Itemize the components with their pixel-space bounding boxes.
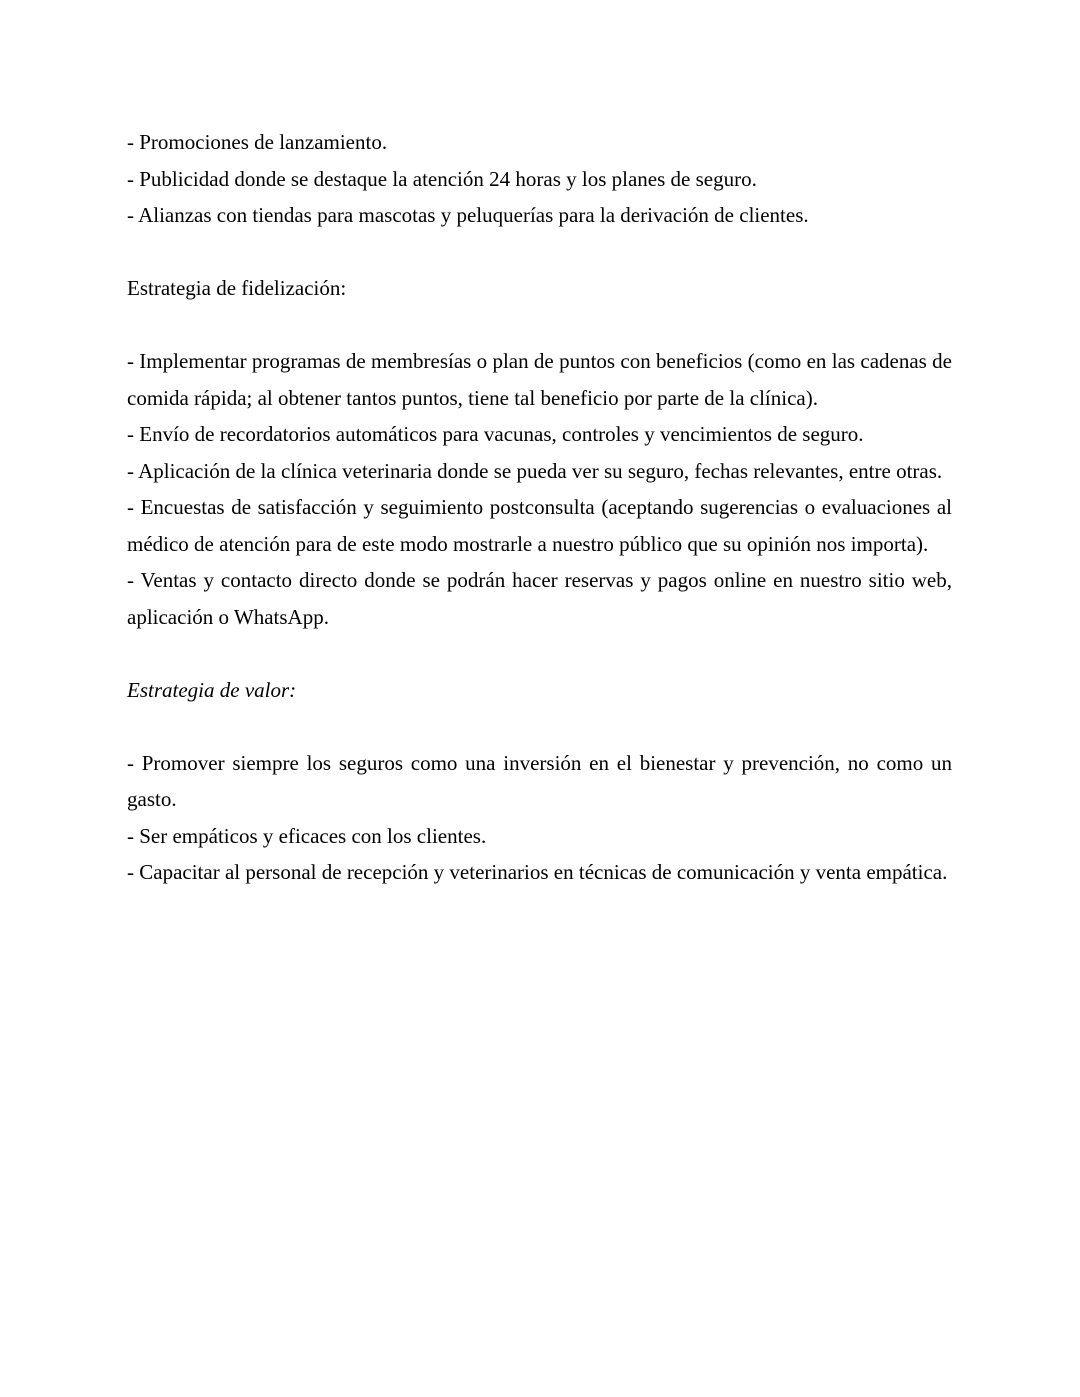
section-heading-loyalty: Estrategia de fidelización:	[127, 276, 347, 300]
list-item: - Publicidad donde se destaque la atención 24 horas y los planes de seguro.	[127, 166, 757, 191]
list-item: - Ser empáticos y eficaces con los clientes.	[127, 823, 487, 848]
list-item: - Promover siempre los seguros como una inversión en el bienestar y prevención, no como un gasto.	[127, 750, 952, 811]
list-item: - Alianzas con tiendas para mascotas y peluquerías para la derivación de clientes.	[127, 203, 809, 227]
list-item: - Capacitar al personal de recepción y veterinarios en técnicas de comunicación y venta empática.	[127, 860, 948, 884]
list-item: - Promociones de lanzamiento.	[127, 130, 388, 154]
section-heading-value	[127, 672, 952, 709]
document-page	[127, 124, 952, 891]
list-item: - Envío de recordatorios automáticos para vacunas, controles y vencimientos de seguro.	[127, 422, 864, 446]
list-item: - Ventas y contacto directo donde se podrán hacer reservas y pagos online en nuestro sitio web, aplicación o WhatsApp.	[127, 568, 952, 629]
list-item: - Implementar programas de membresías o plan de puntos con beneficios (como en las cadenas de comida rápida; al obtener tantos puntos, tiene tal beneficio por parte de la clínica).	[127, 349, 952, 410]
section-heading-value-text: Estrategia de valor:	[127, 677, 297, 702]
list-item: - Encuestas de satisfacción y seguimiento postconsulta (aceptando sugerencias o evaluaciones al médico de atención para de este modo mostrarle a nuestro público que su opinión nos importa).	[127, 495, 952, 556]
list-item: - Aplicación de la clínica veterinaria donde se pueda ver su seguro, fechas relevantes, entre otras.	[127, 458, 943, 483]
